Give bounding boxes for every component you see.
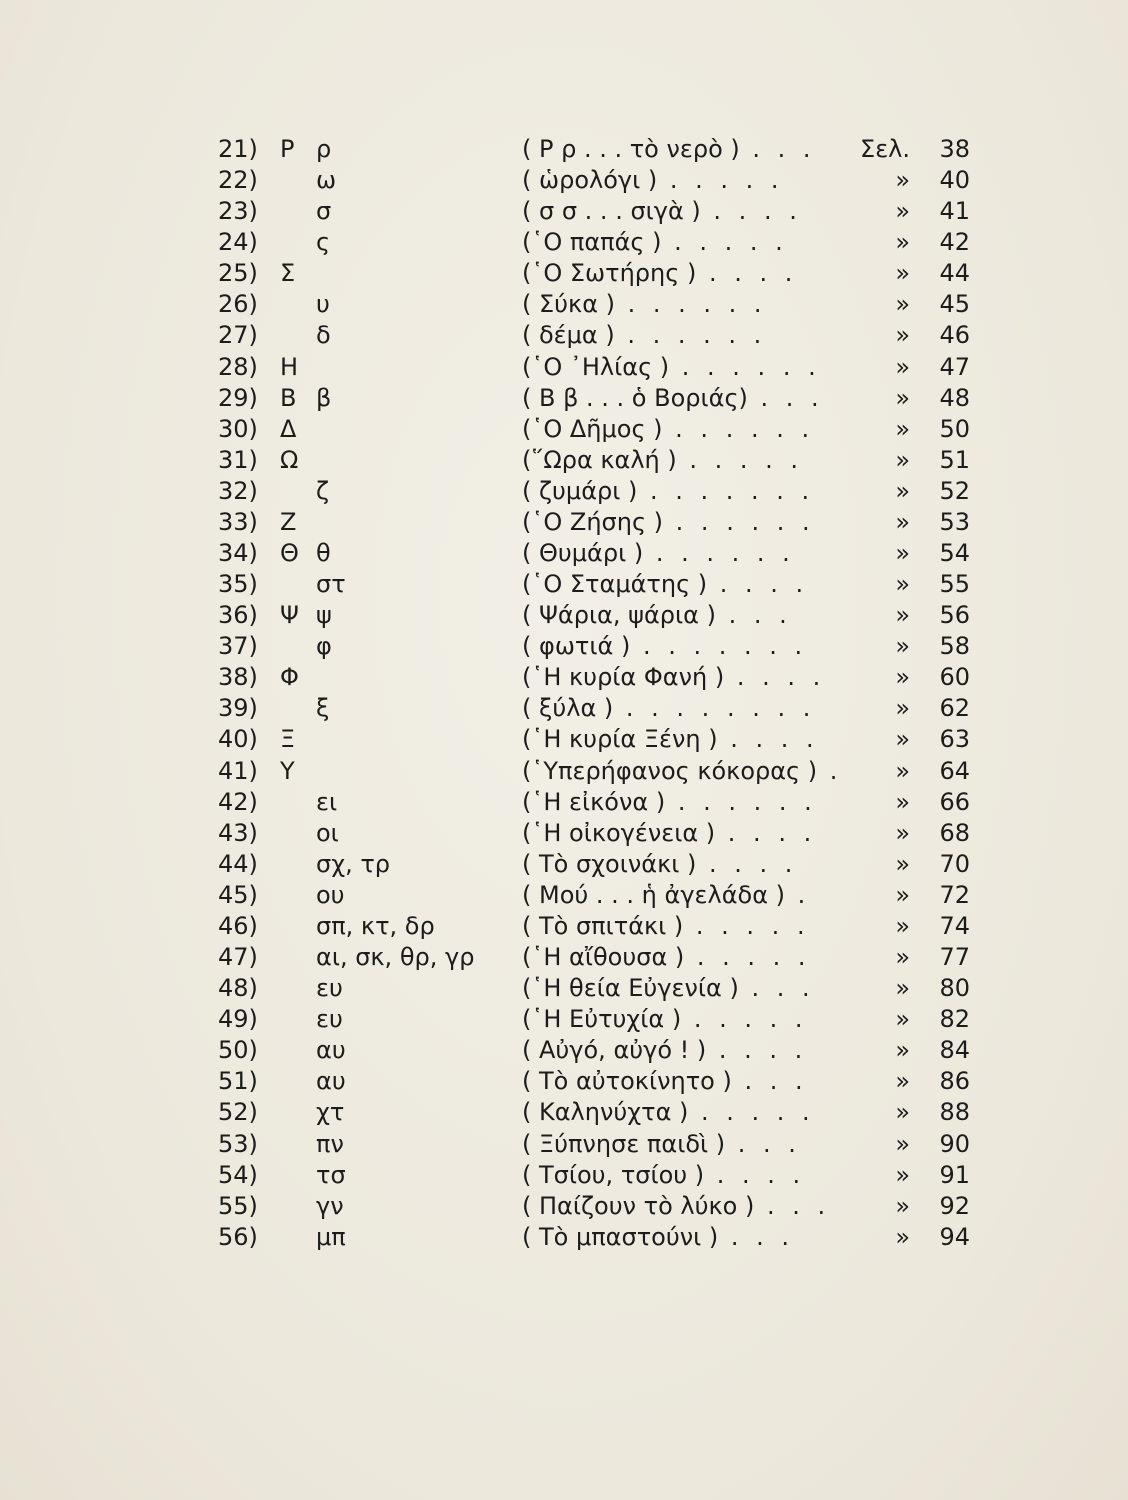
lesson-number: 39) xyxy=(218,694,258,723)
toc-row xyxy=(0,1004,1128,1035)
page-label: » xyxy=(895,166,910,195)
lesson-number: 48) xyxy=(218,974,258,1003)
lesson-title: (῾Η κυρία Φανή ) . . . . xyxy=(522,663,826,692)
lesson-number: 34) xyxy=(218,539,258,568)
leader-dots: . . . . xyxy=(706,1036,808,1065)
leader-dots: . . . xyxy=(715,601,792,630)
lesson-number: 21) xyxy=(218,135,258,163)
page-number: 91 xyxy=(939,1160,970,1189)
page-label: » xyxy=(895,1160,910,1189)
page-label: » xyxy=(895,476,910,505)
toc-row xyxy=(0,693,1128,724)
lesson-number: 27) xyxy=(218,321,258,350)
lesson-title: (῾Ο Δῆμος ) . . . . . . xyxy=(522,414,815,443)
lowercase-letter: ψ xyxy=(316,601,332,630)
page-number: 94 xyxy=(939,1222,970,1251)
lowercase-letter: αι, σκ, θρ, γρ xyxy=(316,943,475,972)
lesson-title: (῾Η οἰκογένεια ) . . . . xyxy=(522,818,817,847)
page-number: 63 xyxy=(939,725,970,754)
lesson-number: 36) xyxy=(218,601,258,630)
lowercase-letter: οι xyxy=(316,818,339,847)
page-number: 41 xyxy=(939,197,970,226)
page-label: » xyxy=(895,943,910,972)
page-number: 84 xyxy=(939,1036,970,1065)
leader-dots: . . . xyxy=(754,1191,831,1220)
lesson-title: ( φωτιά ) . . . . . . . xyxy=(522,632,808,661)
toc-row xyxy=(0,880,1128,911)
lesson-number: 26) xyxy=(218,290,258,319)
uppercase-letter: Ψ xyxy=(280,601,299,630)
page-label: Σελ. xyxy=(860,135,910,163)
page-number: 52 xyxy=(939,476,970,505)
page-number: 47 xyxy=(939,352,970,381)
uppercase-letter: Ζ xyxy=(280,507,297,536)
lesson-title: (῞Ωρα καλή ) . . . . . xyxy=(522,445,804,474)
toc-row xyxy=(0,134,1128,165)
page-label: » xyxy=(895,1098,910,1127)
toc-row xyxy=(0,196,1128,227)
toc-row xyxy=(0,1191,1128,1222)
page-label: » xyxy=(895,725,910,754)
uppercase-letter: Σ xyxy=(280,259,296,288)
page-number: 62 xyxy=(939,694,970,723)
leader-dots: . . . xyxy=(718,1222,795,1251)
lesson-title: ( Τὸ σχοινάκι ) . . . . xyxy=(522,849,798,878)
page-number: 86 xyxy=(939,1067,970,1096)
toc-row xyxy=(0,445,1128,476)
lesson-number: 49) xyxy=(218,1005,258,1034)
uppercase-letter: Υ xyxy=(280,756,295,785)
page-label: » xyxy=(895,880,910,909)
lowercase-letter: ου xyxy=(316,880,345,909)
page-label: » xyxy=(895,352,910,381)
lesson-number: 24) xyxy=(218,228,258,257)
page-number: 68 xyxy=(939,818,970,847)
page-number: 38 xyxy=(939,135,970,163)
page-label: » xyxy=(895,911,910,940)
lesson-title: (῾Ο παπάς ) . . . . . xyxy=(522,228,788,257)
toc-row xyxy=(0,538,1128,569)
page-label: » xyxy=(895,507,910,536)
page-label: » xyxy=(895,849,910,878)
leader-dots: . . . . xyxy=(724,663,826,692)
page-number: 58 xyxy=(939,632,970,661)
lesson-title: (῾Υπερήφανος κόκορας ) . xyxy=(522,756,843,785)
leader-dots: . . . . . . xyxy=(615,290,767,319)
leader-dots: . . . . . . xyxy=(662,414,815,443)
page-number: 88 xyxy=(939,1098,970,1127)
lesson-title: (῾Ο ᾿Ηλίας ) . . . . . . xyxy=(522,352,821,381)
lowercase-letter: β xyxy=(316,383,332,412)
toc-row xyxy=(0,631,1128,662)
lesson-title: ( ξύλα ) . . . . . . . . xyxy=(522,694,816,723)
page-number: 44 xyxy=(939,259,970,288)
toc-row xyxy=(0,942,1128,973)
page-number: 60 xyxy=(939,663,970,692)
leader-dots: . . . xyxy=(747,383,824,412)
uppercase-letter: Ρ xyxy=(280,135,295,163)
lesson-number: 37) xyxy=(218,632,258,661)
lesson-number: 25) xyxy=(218,259,258,288)
toc-row xyxy=(0,1035,1128,1066)
lesson-number: 33) xyxy=(218,507,258,536)
toc-row xyxy=(0,476,1128,507)
toc-row xyxy=(0,1222,1128,1253)
toc-row xyxy=(0,1066,1128,1097)
leader-dots: . . . . . xyxy=(676,445,804,474)
uppercase-letter: Η xyxy=(280,352,299,381)
leader-dots: . . . . xyxy=(715,818,817,847)
uppercase-letter: Β xyxy=(280,383,297,412)
lesson-title: (῾Η Εὐτυχία ) . . . . . xyxy=(522,1005,808,1034)
lowercase-letter: ζ xyxy=(316,476,330,505)
lowercase-letter: τσ xyxy=(316,1160,346,1189)
lowercase-letter: ξ xyxy=(316,694,330,723)
page-number: 40 xyxy=(939,166,970,195)
leader-dots: . . . . . xyxy=(681,1005,808,1034)
lesson-number: 40) xyxy=(218,725,258,754)
lesson-title: ( ζυμάρι ) . . . . . . . xyxy=(522,476,815,505)
toc-row xyxy=(0,569,1128,600)
page-number: 82 xyxy=(939,1005,970,1034)
lowercase-letter: ω xyxy=(316,166,337,195)
toc-row xyxy=(0,756,1128,787)
lesson-title: ( Ψάρια, ψάρια ) . . . xyxy=(522,601,792,630)
toc-row xyxy=(0,1129,1128,1160)
lowercase-letter: ευ xyxy=(316,974,343,1003)
lesson-number: 56) xyxy=(218,1222,258,1251)
lowercase-letter: ευ xyxy=(316,1005,343,1034)
lowercase-letter: πν xyxy=(316,1129,344,1158)
page-label: » xyxy=(895,228,910,257)
page-label: » xyxy=(895,787,910,816)
page-number: 64 xyxy=(939,756,970,785)
lesson-title: ( Τὸ αὐτοκίνητο ) . . . xyxy=(522,1067,808,1096)
page-label: » xyxy=(895,570,910,599)
lowercase-letter: γν xyxy=(316,1191,344,1220)
lesson-title: ( Τὸ σπιτάκι ) . . . . . xyxy=(522,911,810,940)
toc-row xyxy=(0,165,1128,196)
lowercase-letter: σ xyxy=(316,197,332,226)
lesson-number: 46) xyxy=(218,911,258,940)
lesson-title: ( δέμα ) . . . . . . xyxy=(522,321,767,350)
lesson-number: 55) xyxy=(218,1191,258,1220)
lesson-number: 31) xyxy=(218,445,258,474)
lesson-title: ( σ σ . . . σιγὰ ) . . . . xyxy=(522,197,802,226)
leader-dots: . . . . . . . xyxy=(630,632,808,661)
toc-row xyxy=(0,973,1128,1004)
lesson-number: 42) xyxy=(218,787,258,816)
page-number: 80 xyxy=(939,974,970,1003)
leader-dots: . . . . xyxy=(704,1160,806,1189)
lowercase-letter: ει xyxy=(316,787,338,816)
page-label: » xyxy=(895,663,910,692)
lesson-number: 50) xyxy=(218,1036,258,1065)
page-label: » xyxy=(895,1191,910,1220)
leader-dots: . . . . . xyxy=(688,1098,815,1127)
page-label: » xyxy=(895,818,910,847)
page-label: » xyxy=(895,756,910,785)
lowercase-letter: υ xyxy=(316,290,330,319)
leader-dots: . . . . xyxy=(696,259,798,288)
page-number: 56 xyxy=(939,601,970,630)
lowercase-letter: δ xyxy=(316,321,331,350)
page-number: 55 xyxy=(939,570,970,599)
page-label: » xyxy=(895,601,910,630)
page-label: » xyxy=(895,1067,910,1096)
leader-dots: . . . xyxy=(739,135,816,163)
lowercase-letter: ρ xyxy=(316,135,332,163)
page-label: » xyxy=(895,321,910,350)
leader-dots: . . . . . . xyxy=(669,352,821,381)
lesson-title: (῾Ο Ζήσης ) . . . . . . xyxy=(522,507,815,536)
page-number: 54 xyxy=(939,539,970,568)
lesson-title: (῾Η θεία Εὐγενία ) . . . xyxy=(522,974,815,1003)
page-number: 53 xyxy=(939,507,970,536)
lesson-title: ( Ξύπνησε παιδὶ ) . . . xyxy=(522,1129,801,1158)
lowercase-letter: σχ, τρ xyxy=(316,849,391,878)
lesson-number: 52) xyxy=(218,1098,258,1127)
uppercase-letter: Θ xyxy=(280,539,299,568)
lesson-number: 44) xyxy=(218,849,258,878)
lowercase-letter: θ xyxy=(316,539,331,568)
leader-dots: . xyxy=(817,756,843,785)
page-number: 48 xyxy=(939,383,970,412)
page-number: 92 xyxy=(939,1191,970,1220)
leader-dots: . . . . . . . xyxy=(637,476,815,505)
toc-row xyxy=(0,1160,1128,1191)
lesson-title: ( Μού . . . ἡ ἀγελάδα ) . xyxy=(522,880,811,909)
lesson-number: 32) xyxy=(218,476,258,505)
toc-row xyxy=(0,911,1128,942)
toc-row xyxy=(0,507,1128,538)
lesson-title: ( Τὸ μπαστούνι ) . . . xyxy=(522,1222,795,1251)
leader-dots: . xyxy=(785,880,811,909)
page-number: 66 xyxy=(939,787,970,816)
toc-row xyxy=(0,383,1128,414)
lesson-title: ( Παίζουν τὸ λύκο ) . . . xyxy=(522,1191,831,1220)
lowercase-letter: αυ xyxy=(316,1067,346,1096)
toc-row xyxy=(0,289,1128,320)
toc-row xyxy=(0,849,1128,880)
lesson-number: 43) xyxy=(218,818,258,847)
lowercase-letter: χτ xyxy=(316,1098,345,1127)
lowercase-letter: σπ, κτ, δρ xyxy=(316,911,435,940)
leader-dots: . . . xyxy=(738,974,815,1003)
leader-dots: . . . . . xyxy=(683,911,810,940)
toc-row xyxy=(0,818,1128,849)
lowercase-letter: φ xyxy=(316,632,332,661)
lesson-number: 38) xyxy=(218,663,258,692)
lesson-title: ( Θυμάρι ) . . . . . . xyxy=(522,539,795,568)
page-label: » xyxy=(895,539,910,568)
table-of-contents xyxy=(0,134,1128,1253)
leader-dots: . . . . . . xyxy=(643,539,795,568)
lowercase-letter: μπ xyxy=(316,1222,346,1251)
leader-dots: . . . . . xyxy=(684,943,811,972)
leader-dots: . . . . . . xyxy=(614,321,767,350)
lowercase-letter: αυ xyxy=(316,1036,346,1065)
lowercase-letter: στ xyxy=(316,570,346,599)
toc-row xyxy=(0,258,1128,289)
page-label: » xyxy=(895,414,910,443)
lesson-title: ( Τσίου, τσίου ) . . . . xyxy=(522,1160,806,1189)
page-label: » xyxy=(895,290,910,319)
page-label: » xyxy=(895,694,910,723)
page-number: 72 xyxy=(939,880,970,909)
toc-row xyxy=(0,414,1128,445)
toc-row xyxy=(0,320,1128,351)
lesson-title: ( Β β . . . ὁ Βοριάς) . . . xyxy=(522,383,824,412)
toc-row xyxy=(0,787,1128,818)
lesson-number: 47) xyxy=(218,943,258,972)
page-number: 42 xyxy=(939,228,970,257)
toc-row xyxy=(0,352,1128,383)
leader-dots: . . . . . . . . xyxy=(613,694,816,723)
toc-row xyxy=(0,227,1128,258)
lesson-number: 28) xyxy=(218,352,258,381)
lesson-title: ( Σύκα ) . . . . . . xyxy=(522,290,767,319)
leader-dots: . . . . . xyxy=(661,228,788,257)
page-number: 46 xyxy=(939,321,970,350)
lesson-title: ( ὡρολόγι ) . . . . . xyxy=(522,166,784,195)
page-number: 77 xyxy=(939,943,970,972)
leader-dots: . . . . . xyxy=(657,166,784,195)
uppercase-letter: Ξ xyxy=(280,725,296,754)
leader-dots: . . . xyxy=(731,1067,808,1096)
lesson-title: (῾Η αἴθουσα ) . . . . . xyxy=(522,943,811,972)
lesson-title: (῾Η εἰκόνα ) . . . . . . xyxy=(522,787,817,816)
lesson-number: 35) xyxy=(218,570,258,599)
page-label: » xyxy=(895,974,910,1003)
toc-row xyxy=(0,1097,1128,1128)
lesson-number: 45) xyxy=(218,880,258,909)
page-label: » xyxy=(895,632,910,661)
page-label: » xyxy=(895,197,910,226)
lesson-title: (῾Ο Σταμάτης ) . . . . xyxy=(522,570,809,599)
page-number: 70 xyxy=(939,849,970,878)
leader-dots: . . . . xyxy=(696,849,798,878)
toc-row xyxy=(0,662,1128,693)
page-number: 74 xyxy=(939,911,970,940)
page-label: » xyxy=(895,259,910,288)
page-label: » xyxy=(895,1222,910,1251)
page-number: 90 xyxy=(939,1129,970,1158)
lesson-number: 22) xyxy=(218,166,258,195)
lesson-title: (῾Η κυρία Ξένη ) . . . . xyxy=(522,725,819,754)
leader-dots: . . . . xyxy=(707,570,809,599)
lesson-title: ( Αὐγό, αὐγό ! ) . . . . xyxy=(522,1036,808,1065)
page-label: » xyxy=(895,383,910,412)
leader-dots: . . . . . . xyxy=(665,787,817,816)
lesson-title: (῾Ο Σωτήρης ) . . . . xyxy=(522,259,798,288)
leader-dots: . . . . . . xyxy=(663,507,815,536)
lowercase-letter: ς xyxy=(316,228,331,257)
lesson-number: 29) xyxy=(218,383,258,412)
page-label: » xyxy=(895,1036,910,1065)
lesson-number: 54) xyxy=(218,1160,258,1189)
toc-row xyxy=(0,600,1128,631)
uppercase-letter: Δ xyxy=(280,414,297,443)
lesson-title: ( Ρ ρ . . . τὸ νερὸ ) . . . xyxy=(522,135,816,163)
page-label: » xyxy=(895,445,910,474)
leader-dots: . . . . xyxy=(700,197,802,226)
lesson-number: 53) xyxy=(218,1129,258,1158)
page-label: » xyxy=(895,1129,910,1158)
lesson-number: 23) xyxy=(218,197,258,226)
leader-dots: . . . xyxy=(725,1129,801,1158)
lesson-title: ( Καληνύχτα ) . . . . . xyxy=(522,1098,815,1127)
page-number: 45 xyxy=(939,290,970,319)
toc-row xyxy=(0,724,1128,755)
leader-dots: . . . . xyxy=(717,725,819,754)
page-label: » xyxy=(895,1005,910,1034)
page-number: 51 xyxy=(939,445,970,474)
lesson-number: 51) xyxy=(218,1067,258,1096)
uppercase-letter: Ω xyxy=(280,445,299,474)
uppercase-letter: Φ xyxy=(280,663,299,692)
page-number: 50 xyxy=(939,414,970,443)
lesson-number: 30) xyxy=(218,414,258,443)
lesson-number: 41) xyxy=(218,756,258,785)
